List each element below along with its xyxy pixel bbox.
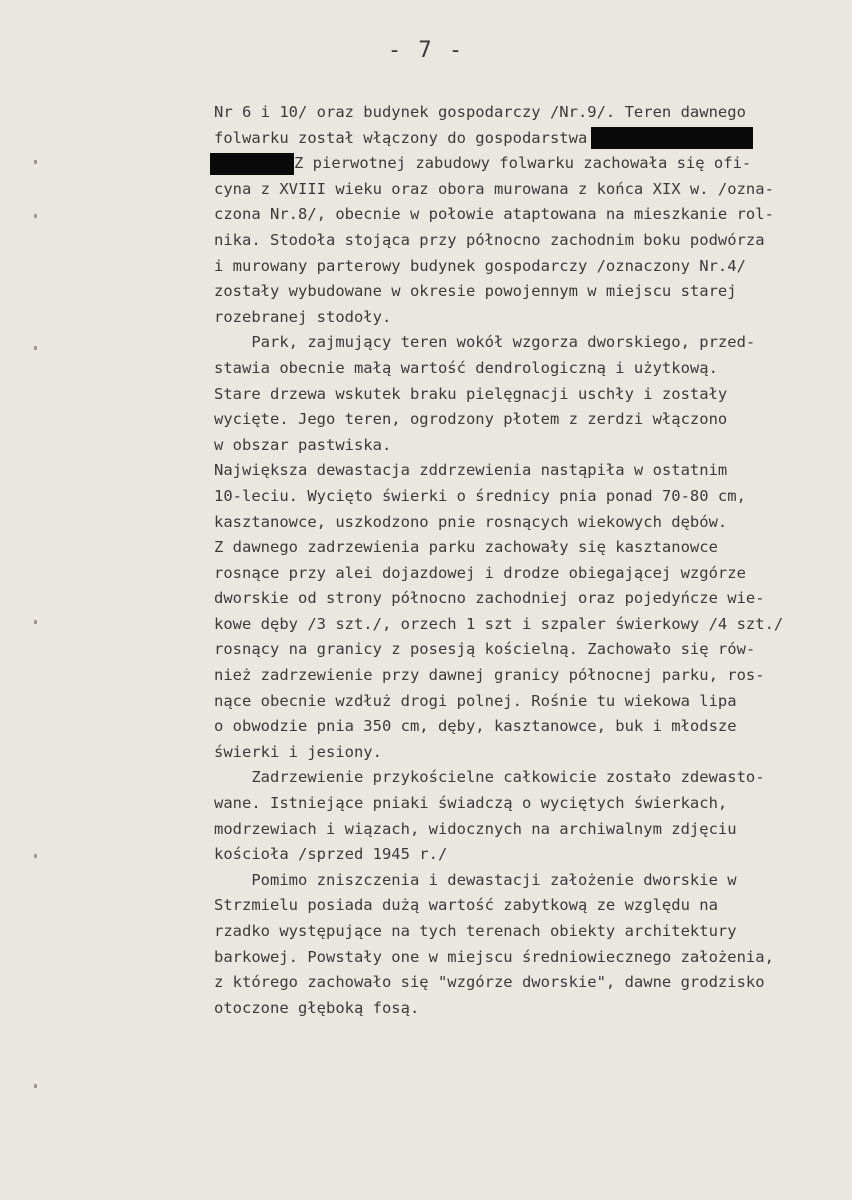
redaction-bar: [210, 153, 294, 175]
text-line: nące obecnie wzdłuż drogi polnej. Rośnie tu wiekowa lipa: [214, 691, 737, 710]
text-line: Park, zajmujący teren wokół wzgorza dworskiego, przed-: [214, 333, 756, 352]
text-line: 10-leciu. Wycięto świerki o średnicy pnia ponad 70-80 cm,: [214, 486, 746, 505]
text-line: Z dawnego zadrzewienia parku zachowały się kasztanowce: [214, 538, 718, 557]
text-line: w obszar pastwiska.: [214, 435, 392, 454]
text-line: z którego zachowało się "wzgórze dworskie", dawne grodzisko: [214, 973, 765, 992]
text-line: modrzewiach i wiązach, widocznych na archiwalnym zdjęciu: [214, 819, 737, 838]
text-line: wycięte. Jego teren, ogrodzony płotem z zerdzi włączono: [214, 410, 728, 429]
text-line: otoczone głęboką fosą.: [214, 998, 420, 1017]
text-line: Stare drzewa wskutek braku pielęgnacji uschły i zostały: [214, 384, 728, 403]
redaction-bar: [591, 127, 753, 149]
text-line: i murowany parterowy budynek gospodarczy /oznaczony Nr.4/: [214, 256, 746, 275]
text-line: Pomimo zniszczenia i dewastacji założenie dworskie w: [214, 870, 737, 889]
text-line: rzadko występujące na tych terenach obiekty architektury: [214, 922, 737, 940]
margin-mark: [34, 160, 37, 164]
text-line: rosnące przy alei dojazdowej i drodze obiegającej wzgórze: [214, 563, 746, 582]
text-line: wane. Istniejące pniaki świadczą o wyciętych świerkach,: [214, 794, 728, 813]
margin-mark: [34, 346, 37, 350]
text-line: Strzmielu posiada dużą wartość zabytkową ze względu na: [214, 896, 718, 915]
text-line: Nr 6 i 10/ oraz budynek gospodarczy /Nr.9/. Teren dawnego: [214, 103, 746, 121]
text-line: kościoła /sprzed 1945 r./: [214, 845, 448, 864]
text-line: zostały wybudowane w okresie powojennym w miejscu starej: [214, 282, 737, 301]
text-line: kowe dęby /3 szt./, orzech 1 szt i szpaler świerkowy /4 szt./: [214, 614, 784, 633]
page-number: - 7 -: [387, 38, 465, 63]
text-line: rozebranej stodoły.: [214, 307, 392, 326]
text-line: nika. Stodoła stojąca przy północno zachodnim boku podwórza: [214, 230, 765, 249]
text-line: nież zadrzewienie przy dawnej granicy północnej parku, ros-: [214, 666, 765, 685]
text-line: dworskie od strony północno zachodniej oraz pojedyńcze wie-: [214, 589, 765, 608]
text-line: cyna z XVIII wieku oraz obora murowana z końca XIX w. /ozna-: [214, 179, 774, 198]
text-line: kasztanowce, uszkodzono pnie rosnących wiekowych dębów.: [214, 512, 728, 531]
margin-mark: [34, 620, 37, 624]
text-line: rosnący na granicy z posesją kościelną. Zachowało się rów-: [214, 640, 756, 659]
text-line: stawia obecnie małą wartość dendrologiczną i użytkową.: [214, 358, 718, 377]
text-line: czona Nr.8/, obecnie w połowie ataptowana na mieszkanie rol-: [214, 205, 774, 224]
margin-mark: [34, 214, 37, 218]
text-line: Zadrzewienie przykościelne całkowicie zostało zdewasto-: [214, 768, 765, 787]
margin-mark: [34, 1084, 37, 1088]
text-line: folwarku został włączony do gospodarstwa: [214, 126, 852, 152]
text-line: barkowej. Powstały one w miejscu średniowiecznego założenia,: [214, 947, 774, 966]
document-body: [214, 100, 852, 1021]
text-line: świerki i jesiony.: [214, 742, 382, 761]
margin-mark: [34, 854, 37, 858]
text-line: Największa dewastacja zddrzewienia nastąpiła w ostatnim: [214, 461, 728, 480]
text-line: o obwodzie pnia 350 cm, dęby, kasztanowce, buk i młodsze: [214, 717, 737, 736]
text-line: Z pierwotnej zabudowy folwarku zachowała się ofi-: [214, 151, 852, 177]
